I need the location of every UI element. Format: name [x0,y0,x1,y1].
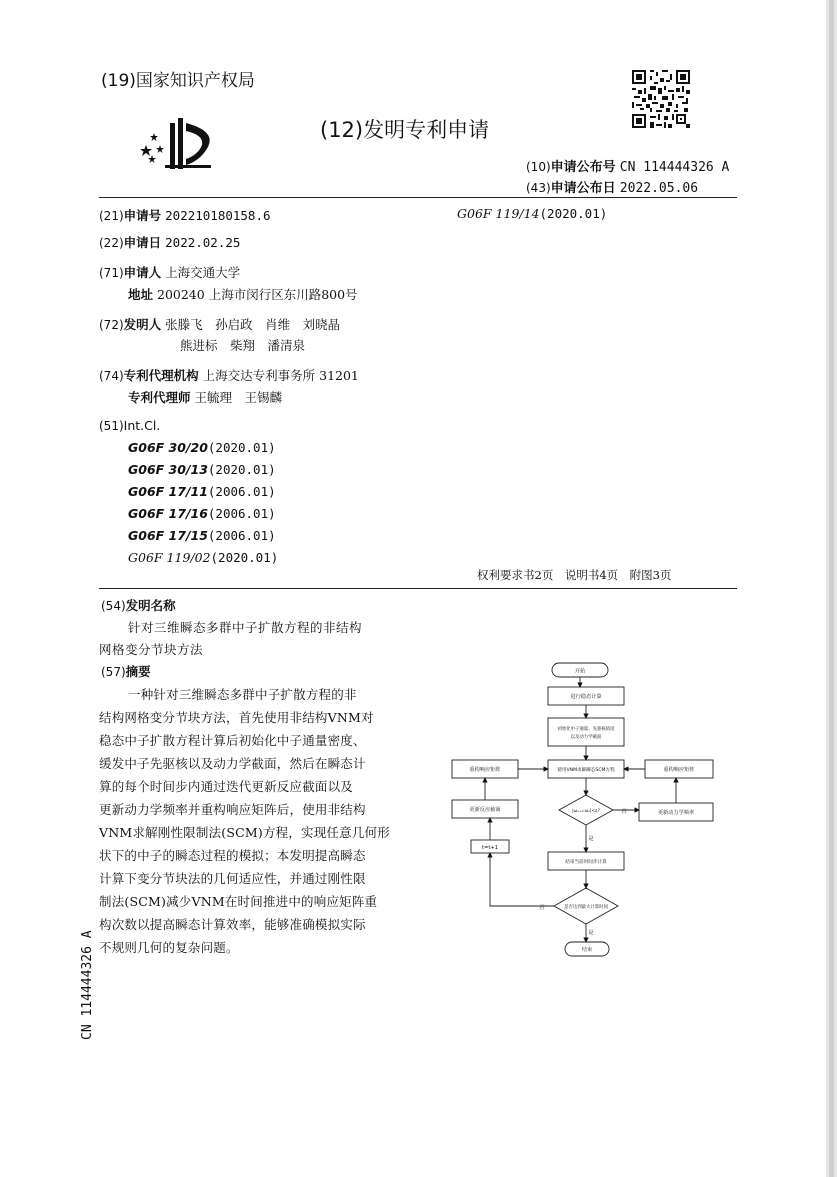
pub-date-code: (43) [526,181,551,195]
office-heading [101,66,255,91]
start-label: 开始 [574,668,586,675]
class-code: G06F 119/02 [128,550,211,565]
init-box [548,718,624,746]
app-date-value: 2022.02.25 [165,235,241,250]
doc-type: 发明专利申请 [363,118,490,142]
inventors [99,315,340,333]
intcl-code: (51) [99,419,124,433]
class-year: (2020.01) [210,550,279,565]
class-item [128,484,276,499]
class-code: G06F 30/20 [128,440,208,455]
abstract-line: 一种针对三维瞬态多群中子扩散方程的非 [128,687,357,702]
class-year: (2020.01) [207,462,276,477]
applicant-label: 申请人 [123,265,162,280]
steady-label: 进行稳态计算 [570,694,602,700]
abstract-line: 缓发中子先驱核以及动力学截面，然后在瞬态计 [99,756,366,771]
agency-label: 专利代理机构 [123,368,199,383]
pub-date-label: 申请公布日 [550,181,616,196]
abstract-line: 制法(SCM)减少VNM在时间推进中的响应矩阵重 [99,894,378,909]
doc-type-heading [320,114,489,144]
max-time-no-label: 否 [539,905,545,911]
application-number [99,206,271,224]
title-code: (54) [101,599,126,613]
agent-label: 专利代理师 [128,390,191,405]
rebuild-right-label: 重构响应矩阵 [663,767,695,773]
agency-code: (74) [99,369,124,383]
class-year: (2006.01) [207,506,276,521]
right-class [457,206,607,221]
scm-label: 使用VNM求解瞬态SCM方程 [557,768,615,773]
class-code: G06F 30/13 [128,462,208,477]
publication-date [526,177,698,196]
applicant [99,263,240,281]
agents [128,388,282,406]
header-divider [99,197,737,198]
update-freq-label: 更新动力学频率 [657,810,695,816]
side-publication-number: CN 114444326 A [80,930,95,1040]
abstract-label: 摘要 [125,664,151,679]
init-label-line1: 初始化中子通量、先驱核浓度 [557,727,615,732]
end-step-label: 结束当前时间步计算 [565,860,607,865]
app-no-label: 申请号 [123,208,162,223]
app-no-code: (21) [99,209,124,223]
class-item [128,550,278,565]
init-label-line2: 以及动力学截面 [570,735,602,740]
pub-no-code: (10) [526,160,551,174]
address-label: 地址 [128,287,154,302]
class-item [128,462,276,477]
pub-date-value: 2022.05.06 [619,181,699,196]
abstract-line: 更新动力学频率并重构响应矩阵后，使用非结构 [99,802,366,817]
abstract-line: 结构网格变分节块方法，首先使用非结构VNM对 [99,710,374,725]
page-counts: 权利要求书2页 说明书4页 附图3页 [477,568,672,582]
abstract-heading [101,662,151,680]
flowchart-figure [438,660,738,960]
office-name: 国家知识产权局 [135,71,255,91]
title-label: 发明名称 [125,598,176,613]
time-step-label: t=t+1 [481,845,499,851]
update-xs-label: 更新反应截面 [469,807,501,813]
publication-number [526,156,729,175]
intcl-label: Int.Cl. [123,418,161,433]
scrollbar-thumb[interactable] [829,0,834,1177]
qr-code-icon [632,70,690,128]
converge-no-label: 否 [621,809,627,815]
class-code: G06F 17/11 [128,484,208,499]
inventors-line1: 张滕飞 孙启政 肖维 刘晓晶 [165,317,341,332]
abstract-line: 算的每个时间步内通过迭代更新反应截面以及 [99,779,354,794]
class-code: G06F 17/16 [128,506,208,521]
class-item [128,440,276,455]
abstract-line: 计算下变分节块法的几何适应性，并通过刚性限 [99,871,366,886]
agents-value: 王毓理 王锡麟 [194,390,283,405]
converge-label: |ωₙ₊₁-ωₙ|<ε? [572,809,600,814]
inventor-label: 发明人 [123,317,162,332]
max-time-label: 是否达到最大计算时间 [564,905,608,910]
invention-title-line2: 网格变分节块方法 [99,642,204,657]
application-date [99,233,240,251]
int-cl [99,418,160,433]
right-class-year: (2020.01) [539,206,608,221]
agency [99,366,359,384]
cnipa-logo-icon [138,115,218,173]
title-heading [101,596,176,614]
right-class-code: G06F 119/14 [457,206,540,221]
class-item [128,528,276,543]
rebuild-left-label: 重构响应矩阵 [469,767,501,773]
class-year: (2020.01) [207,440,276,455]
pub-no-label: 申请公布号 [550,160,616,175]
agency-value: 上海交达专利事务所 31201 [202,368,359,383]
abstract-code: (57) [101,665,126,679]
abstract-line: 不规则几何的复杂问题。 [99,940,239,955]
applicant-value: 上海交通大学 [165,265,241,280]
bib-divider [99,588,737,589]
app-no-value: 202210180158.6 [165,208,271,223]
abstract-line: 稳态中子扩散方程计算后初始化中子通量密度、 [99,733,366,748]
doc-type-code: (12) [320,118,364,142]
class-item [128,506,276,521]
invention-title-line1: 针对三维瞬态多群中子扩散方程的非结构 [128,620,363,635]
class-year: (2006.01) [207,484,276,499]
pub-no-value: CN 114444326 A [619,160,730,175]
abstract-line: VNM求解刚性限制法(SCM)方程，实现任意几何形 [99,825,390,840]
address [128,285,358,303]
max-time-yes-label: 是 [588,930,594,936]
address-value: 200240 上海市闵行区东川路800号 [157,287,358,302]
app-date-code: (22) [99,236,124,250]
abstract-line: 构次数以提高瞬态计算效率，能够准确模拟实际 [99,917,366,932]
app-date-label: 申请日 [123,235,162,250]
class-year: (2006.01) [207,528,276,543]
class-code: G06F 17/15 [128,528,208,543]
applicant-code: (71) [99,266,124,280]
abstract-line: 状下的中子的瞬态过程的模拟；本发明提高瞬态 [99,848,366,863]
inventor-code: (72) [99,318,124,332]
end-label: 结束 [581,947,593,953]
office-code: (19) [101,71,136,91]
converge-yes-label: 是 [588,836,594,842]
inventors-line2: 熊进标 柴翔 潘清泉 [180,338,306,353]
